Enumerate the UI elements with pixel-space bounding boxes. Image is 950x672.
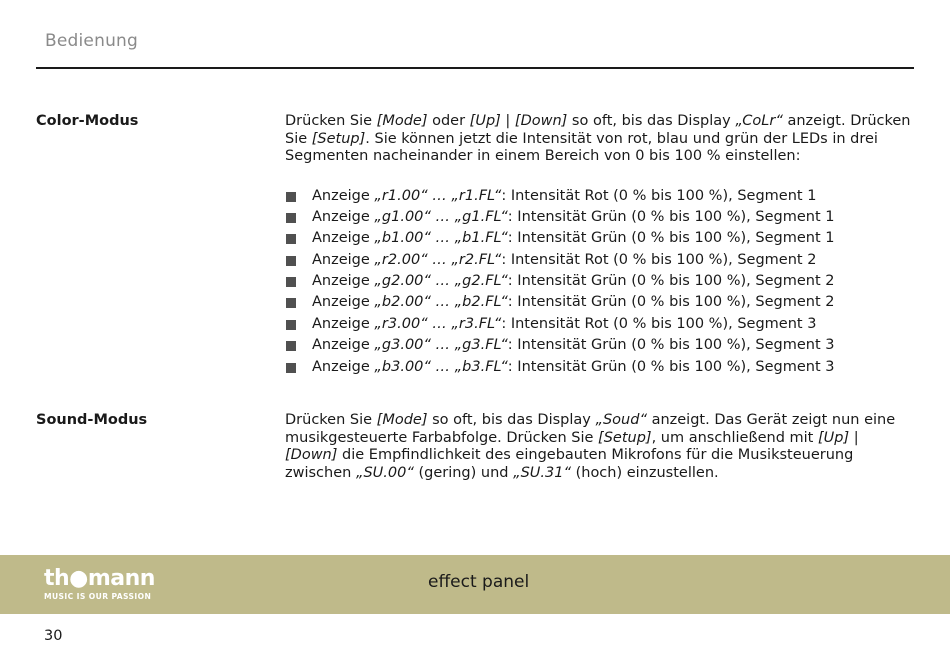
square-bullet-icon	[286, 256, 296, 266]
range-separator: …	[427, 187, 452, 204]
bullet-prefix: Anzeige	[312, 230, 375, 247]
square-bullet-icon	[286, 298, 296, 308]
thomann-logo	[44, 568, 155, 601]
emphasis-text: [Mode]	[376, 412, 428, 428]
bullet-list	[285, 186, 915, 379]
logo-tagline: MUSIC IS OUR PASSION	[44, 592, 152, 601]
bullet-prefix: Anzeige	[312, 315, 375, 332]
bullet-item	[285, 207, 915, 228]
display-code-end: „g2.FL“	[454, 273, 508, 290]
display-code-start: „g3.00“	[374, 337, 431, 354]
display-code-start: „b1.00“	[374, 230, 431, 247]
page-number: 30	[44, 628, 63, 644]
emphasis-text: „SU.31“	[513, 464, 571, 481]
bullet-description: : Intensität Grün (0 % bis 100 %), Segment 3	[507, 337, 835, 354]
bullet-description: : Intensität Grün (0 % bis 100 %), Segment 3	[507, 358, 835, 375]
emphasis-text: „Soud“	[595, 412, 647, 428]
range-separator: …	[430, 294, 455, 311]
page-header-title: Bedienung	[45, 31, 139, 51]
emphasis-text: [Down]	[285, 447, 338, 463]
display-code-end: „g3.FL“	[454, 337, 508, 354]
section-intro	[285, 412, 915, 482]
bullet-prefix: Anzeige	[312, 273, 375, 290]
body-text: oder	[427, 113, 470, 129]
display-code-end: „r2.FL“	[451, 251, 502, 268]
bullet-description: : Intensität Rot (0 % bis 100 %), Segment 1	[501, 187, 817, 204]
square-bullet-icon	[286, 192, 296, 202]
bullet-item	[285, 357, 915, 378]
logo-wordmark: th●mann	[44, 566, 155, 591]
body-text: |	[500, 113, 515, 129]
body-text: anzeigt. Das Gerät zeigt nun eine musikgesteuerte Farbabfolge. Drücken Sie	[285, 412, 896, 446]
body-text: so oft, bis das Display	[427, 412, 596, 428]
section-body	[285, 412, 915, 482]
emphasis-text: [Setup]	[598, 429, 652, 446]
display-code-end: „b2.FL“	[454, 294, 508, 311]
emphasis-text: „SU.00“	[355, 464, 414, 481]
body-text: Drücken Sie	[285, 113, 377, 129]
display-code-end: „b3.FL“	[454, 358, 508, 375]
emphasis-text: [Up]	[469, 113, 501, 129]
bullet-item	[285, 335, 915, 356]
emphasis-text: „CoLr“	[735, 113, 783, 129]
bullet-description: : Intensität Rot (0 % bis 100 %), Segment 3	[501, 315, 817, 332]
bullet-prefix: Anzeige	[312, 208, 375, 225]
square-bullet-icon	[286, 277, 296, 287]
display-code-start: „b2.00“	[374, 294, 431, 311]
display-code-end: „g1.FL“	[454, 208, 508, 225]
section-label: Sound-Modus	[36, 412, 148, 428]
display-code-start: „r1.00“	[374, 187, 428, 204]
bullet-item	[285, 271, 915, 292]
body-text: . Sie können jetzt die Intensität von rot, blau und grün der LEDs in drei Segmenten nacheinander in einem Bereich von 0 bis 100 % einstellen:	[285, 130, 878, 164]
body-text: so oft, bis das Display	[567, 113, 736, 129]
square-bullet-icon	[286, 320, 296, 330]
range-separator: …	[427, 315, 452, 332]
product-name: effect panel	[428, 572, 530, 592]
body-text: die Empfindlichkeit des eingebauten Mikrofons für die Musiksteuerung zwischen	[285, 447, 854, 481]
bullet-prefix: Anzeige	[312, 294, 375, 311]
range-separator: …	[430, 273, 455, 290]
bullet-item	[285, 314, 915, 335]
display-code-end: „r1.FL“	[451, 187, 502, 204]
square-bullet-icon	[286, 234, 296, 244]
display-code-start: „b3.00“	[374, 358, 431, 375]
display-code-end: „r3.FL“	[451, 315, 502, 332]
body-text: (hoch) einzustellen.	[570, 464, 719, 481]
emphasis-text: [Up]	[817, 429, 850, 446]
header-divider	[36, 67, 914, 69]
display-code-end: „b1.FL“	[454, 230, 508, 247]
footer-band	[0, 555, 950, 614]
display-code-start: „r2.00“	[374, 251, 428, 268]
body-text: , um anschließend mit	[651, 429, 818, 446]
bullet-description: : Intensität Grün (0 % bis 100 %), Segment 1	[507, 230, 835, 247]
bullet-item	[285, 292, 915, 313]
bullet-prefix: Anzeige	[312, 337, 375, 354]
bullet-prefix: Anzeige	[312, 187, 375, 204]
range-separator: …	[430, 230, 455, 247]
bullet-prefix: Anzeige	[312, 251, 375, 268]
emphasis-text: [Down]	[514, 113, 568, 129]
bullet-item	[285, 250, 915, 271]
section-body	[285, 113, 915, 378]
bullet-prefix: Anzeige	[312, 358, 375, 375]
body-text: anzeigt. Drücken Sie	[285, 113, 911, 147]
emphasis-text: [Mode]	[376, 113, 428, 129]
display-code-start: „g1.00“	[374, 208, 431, 225]
bullet-description: : Intensität Rot (0 % bis 100 %), Segment 2	[501, 251, 817, 268]
body-text: |	[849, 429, 859, 446]
bullet-description: : Intensität Grün (0 % bis 100 %), Segment 2	[507, 294, 835, 311]
range-separator: …	[430, 208, 455, 225]
bullet-item	[285, 228, 915, 249]
square-bullet-icon	[286, 341, 296, 351]
range-separator: …	[430, 358, 455, 375]
bullet-item	[285, 186, 915, 207]
section-intro	[285, 113, 915, 166]
display-code-start: „g2.00“	[374, 273, 431, 290]
bullet-description: : Intensität Grün (0 % bis 100 %), Segment 2	[507, 273, 835, 290]
bullet-description: : Intensität Grün (0 % bis 100 %), Segment 1	[507, 208, 835, 225]
section-label: Color-Modus	[36, 113, 139, 129]
display-code-start: „r3.00“	[374, 315, 428, 332]
body-text: (gering) und	[413, 464, 514, 481]
square-bullet-icon	[286, 213, 296, 223]
body-text: Drücken Sie	[285, 412, 377, 428]
square-bullet-icon	[286, 363, 296, 373]
range-separator: …	[427, 251, 452, 268]
range-separator: …	[430, 337, 455, 354]
emphasis-text: [Setup]	[311, 130, 366, 147]
